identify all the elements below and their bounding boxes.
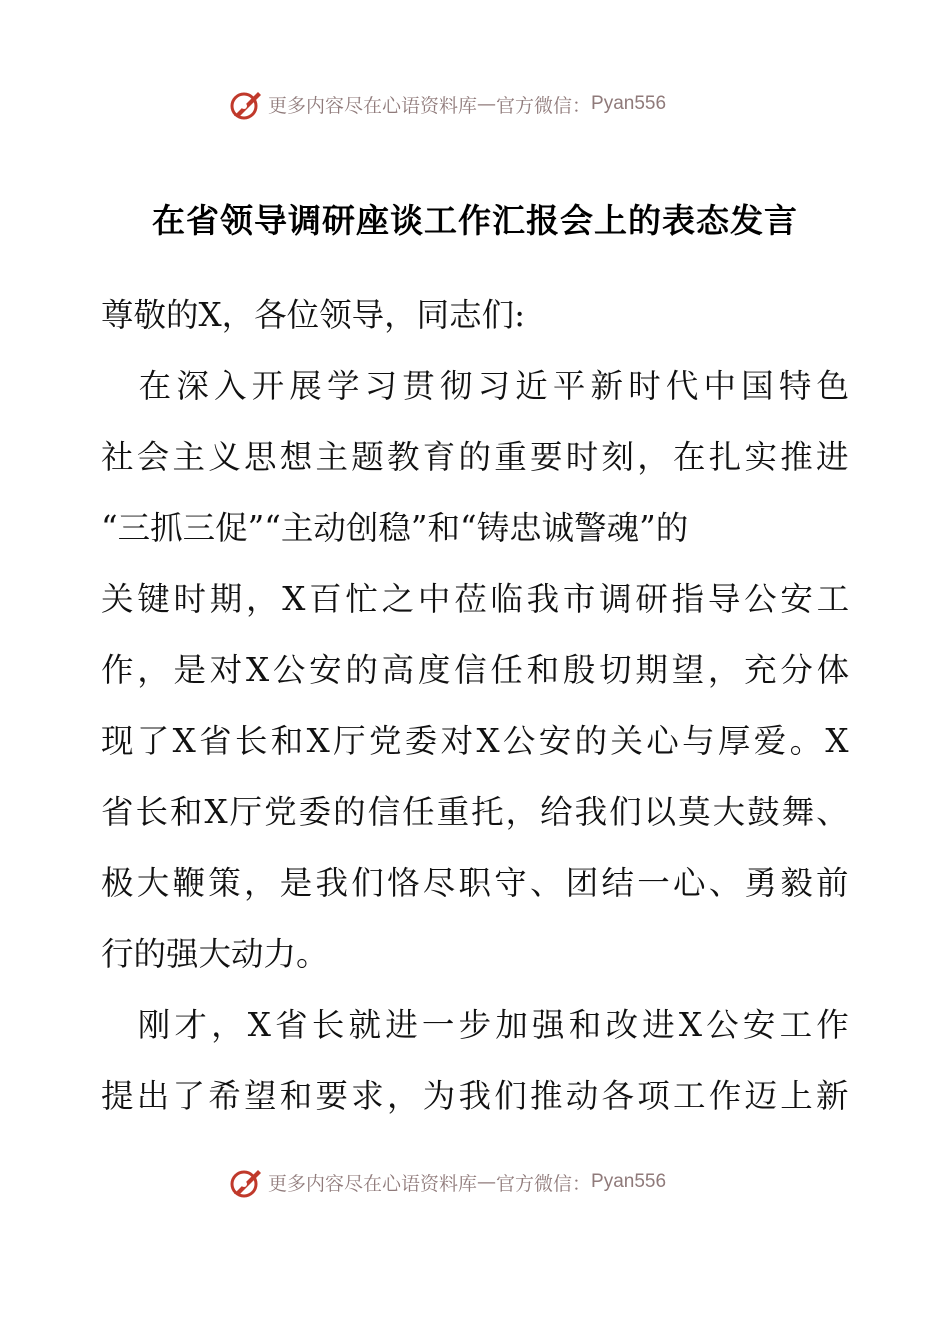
quill-logo-icon: [228, 1164, 264, 1200]
body-line-5: 关键时期，X百忙之中莅临我市调研指导公安工: [101, 580, 853, 618]
body-line-1: 尊敬的X，各位领导，同志们:: [101, 296, 526, 334]
body-line-8: 省长和X厅党委的信任重托，给我们以莫大鼓舞、: [101, 793, 851, 831]
body-line-12: 提出了希望和要求，为我们推动各项工作迈上新: [101, 1077, 852, 1115]
body-line-9: 极大鞭策，是我们恪尽职守、团结一心、勇毅前: [101, 864, 852, 902]
banner-wechat-id: Pyan556: [591, 93, 667, 114]
body-line-3: 社会主义思想主题教育的重要时刻，在扎实推进: [101, 438, 852, 476]
body-line-6: 作，是对X公安的高度信任和殷切期望，充分体: [101, 651, 853, 689]
body-line-7: 现了X省长和X厅党委对X公安的关心与厚爱。X: [101, 722, 852, 760]
banner-wechat-id: Pyan556: [591, 1171, 667, 1192]
banner-promo-text: 更多内容尽在心语资料库: [268, 1172, 478, 1195]
quill-logo-icon: [228, 86, 264, 122]
banner-wechat-label: 官方微信：: [496, 94, 592, 117]
body-line-11: 刚才，X省长就进一步加强和改进X公安工作: [101, 1006, 853, 1044]
header-banner: [228, 84, 748, 124]
banner-dash: —: [477, 1171, 497, 1193]
body-line-2: 在深入开展学习贯彻习近平新时代中国特色: [101, 367, 855, 405]
banner-dash: —: [477, 93, 497, 115]
banner-promo-text: 更多内容尽在心语资料库: [268, 94, 478, 117]
footer-banner: [228, 1162, 748, 1202]
document-title: 在省领导调研座谈工作汇报会上的表态发言: [152, 201, 798, 240]
body-line-4: “三抓三促”“主动创稳”和“铸忠诚警魂”的: [101, 509, 689, 547]
banner-wechat-label: 官方微信：: [496, 1172, 592, 1195]
body-line-10: 行的强大动力。: [101, 935, 329, 973]
